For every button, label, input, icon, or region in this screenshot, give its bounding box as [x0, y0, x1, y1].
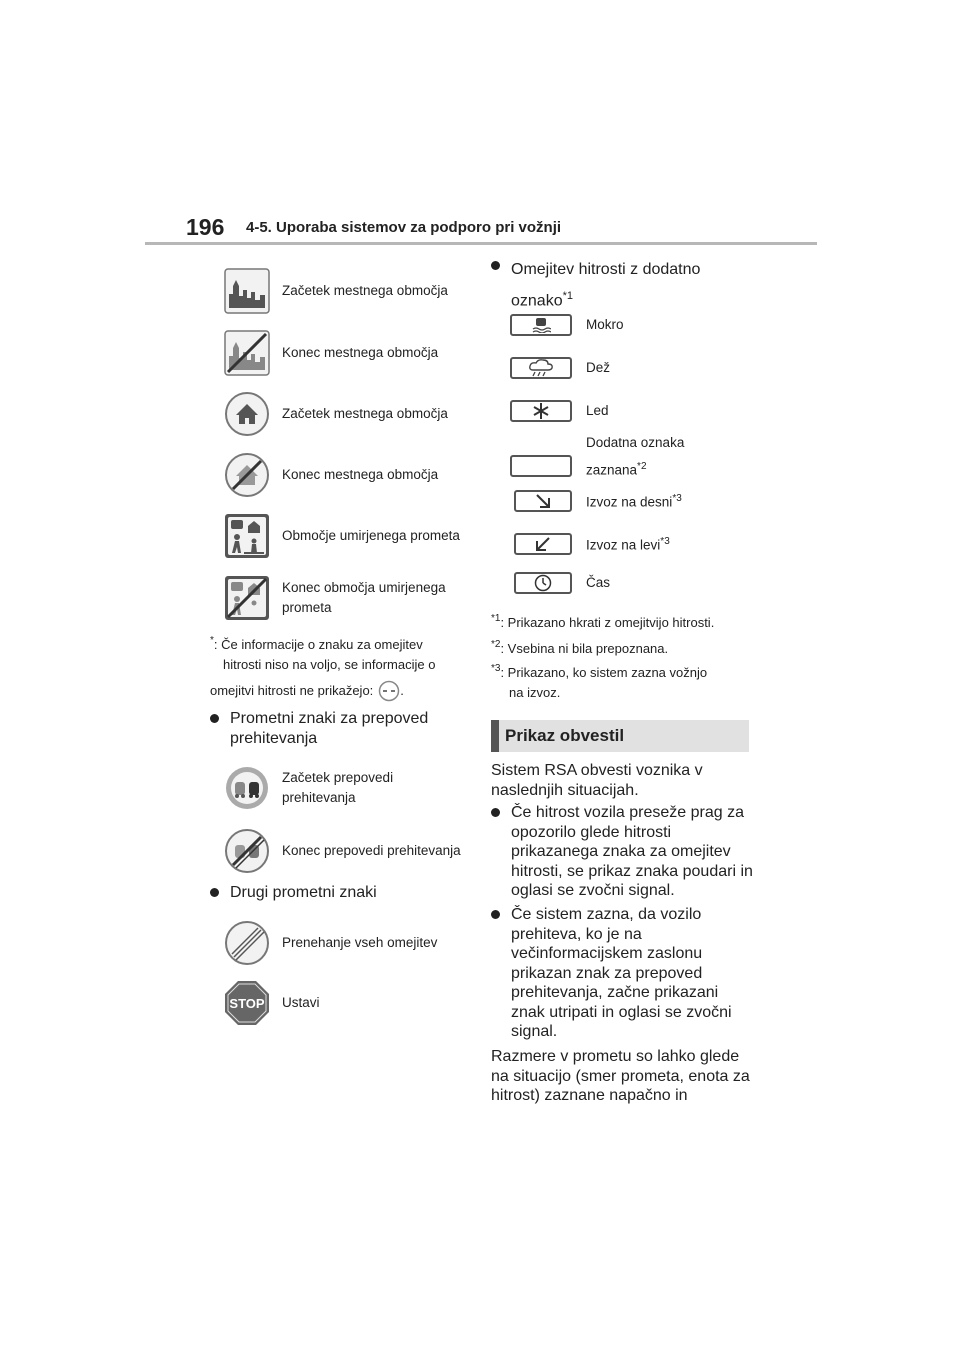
snowflake-icon — [510, 400, 572, 422]
aux-label: Dodatna oznaka zaznana$^{*2}$ — [586, 435, 685, 478]
traffic-calmed-zone-end-sign-icon — [224, 575, 270, 621]
stop-sign-icon — [224, 980, 270, 1026]
closing-paragraph: Razmere v prometu so lahko glede na situacijo (smer prometa, enota za hitrost) zaznane napačno in — [491, 1048, 750, 1104]
intro-paragraph: Sistem RSA obvesti voznika v naslednjih situacijah. — [491, 762, 703, 799]
house-end-sign-icon — [224, 452, 270, 498]
aux-row-wet — [510, 314, 736, 336]
wet-road-icon — [510, 314, 572, 336]
page-number: 196 — [186, 214, 225, 240]
stop-sign-text: STOP — [229, 996, 265, 1011]
aux-signs-heading — [491, 256, 751, 314]
section-heading-bar — [491, 720, 749, 752]
arrow-down-right-icon — [514, 490, 572, 512]
aux-row-detected — [510, 431, 736, 483]
sign-row-end-all — [224, 920, 464, 966]
section-heading-stripe — [491, 720, 499, 752]
sign-row-city-end — [224, 330, 464, 376]
aux-heading-marker: *1 — [562, 290, 573, 302]
header-divider — [145, 242, 817, 245]
aux-row-rain — [510, 357, 736, 379]
note-2: $^{*2}$: Vsebina ni bila prepoznana. — [491, 639, 669, 656]
sign-row-calmed-end — [224, 575, 464, 621]
sign-row-calmed-start — [224, 513, 464, 559]
city-silhouette-sign-icon — [224, 268, 270, 314]
city-silhouette-end-sign-icon — [224, 330, 270, 376]
sign-row-stop — [224, 980, 464, 1026]
sign-label: Začetek mestnega območja — [282, 283, 448, 298]
footnote-marker: * — [210, 635, 214, 646]
sign-label: Konec območja umirjenega prometa — [282, 580, 446, 615]
sign-label: Začetek mestnega območja — [282, 406, 448, 421]
sign-row-city-start — [224, 268, 464, 314]
footnote-text: omejitvi hitrosti ne prikažejo: — [210, 683, 374, 698]
footnote-text: hitrosti niso na voljo, se informacije o — [223, 657, 436, 672]
arrow-down-left-icon — [514, 533, 572, 555]
note-3: $^{*3}$: Prikazano, ko sistem zazna vožnjo na izvoz. — [491, 663, 708, 700]
aux-label: Čas — [586, 575, 611, 590]
sign-label: Konec mestnega območja — [282, 467, 439, 482]
aux-row-ice — [510, 400, 736, 422]
section-title: Prikaz obvestil — [505, 726, 625, 745]
rain-cloud-icon — [510, 357, 572, 379]
overtaking-heading: Prometni znaki za prepoved prehitevanja — [210, 709, 460, 749]
sign-row-end-no-overtaking — [224, 828, 464, 874]
aux-label: Led — [586, 403, 609, 418]
sign-label: Konec prepovedi prehitevanja — [282, 843, 461, 858]
sign-label: Območje umirjenega prometa — [282, 528, 460, 543]
note-1: $^{*1}$: Prikazano hkrati z omejitvijo hitrosti. — [491, 613, 715, 630]
no-overtaking-sign-icon — [224, 765, 270, 811]
sign-label: Začetek prepovedi prehitevanja — [282, 770, 394, 805]
footnote: *: Če informacije o znaku za omejitev hitrosti niso na voljo, se informacije o omejitvi hitrosti ne prikažejo: . — [210, 631, 470, 702]
end-no-overtaking-sign-icon — [224, 828, 270, 874]
house-sign-icon — [224, 391, 270, 437]
clock-icon — [514, 572, 572, 594]
end-all-restrictions-sign-icon — [224, 920, 270, 966]
chapter-title: 4-5. Uporaba sistemov za podporo pri vožnji — [246, 219, 562, 236]
blank-plate-icon — [510, 455, 572, 477]
sign-label: Ustavi — [282, 995, 320, 1010]
sign-label: Prenehanje vseh omejitev — [282, 935, 438, 950]
double-dash-indicator-icon — [378, 680, 400, 702]
other-signs-heading: Drugi prometni znaki — [210, 883, 460, 903]
aux-label: Dež — [586, 360, 611, 375]
sign-row-no-overtaking — [224, 765, 464, 811]
bullet-speed-warning: Če hitrost vozila preseže prag za opozorilo glede hitrosti prikazanega znaka za omejitev hitrosti, se prikaz znaka poudari in oglasi se zvočni signal. — [491, 803, 753, 901]
bullet-overtaking-warning: Če sistem zazna, da vozilo prehiteva, ko je na večinformacijskem zaslonu prikazan znak za prepoved prehitevanja, začne prikazani znak utripati in oglasi se zvočni signal. — [491, 905, 753, 1042]
sign-row-house-start — [224, 391, 464, 437]
aux-signs-heading-text: Omejitev hitrosti z dodatno oznako — [511, 261, 701, 310]
aux-row-exit-right — [510, 488, 736, 514]
sign-row-house-end — [224, 452, 464, 498]
aux-label: Mokro — [586, 317, 624, 332]
aux-label: Izvoz na desni$^{*3}$ — [586, 493, 682, 510]
footnote-text: : Če informacije o znaku za omejitev — [213, 637, 423, 652]
traffic-calmed-zone-sign-icon — [224, 513, 270, 559]
aux-label: Izvoz na levi$^{*3}$ — [586, 536, 670, 553]
aux-row-time — [510, 572, 736, 594]
aux-row-exit-left — [510, 531, 736, 557]
sign-label: Konec mestnega območja — [282, 345, 439, 360]
